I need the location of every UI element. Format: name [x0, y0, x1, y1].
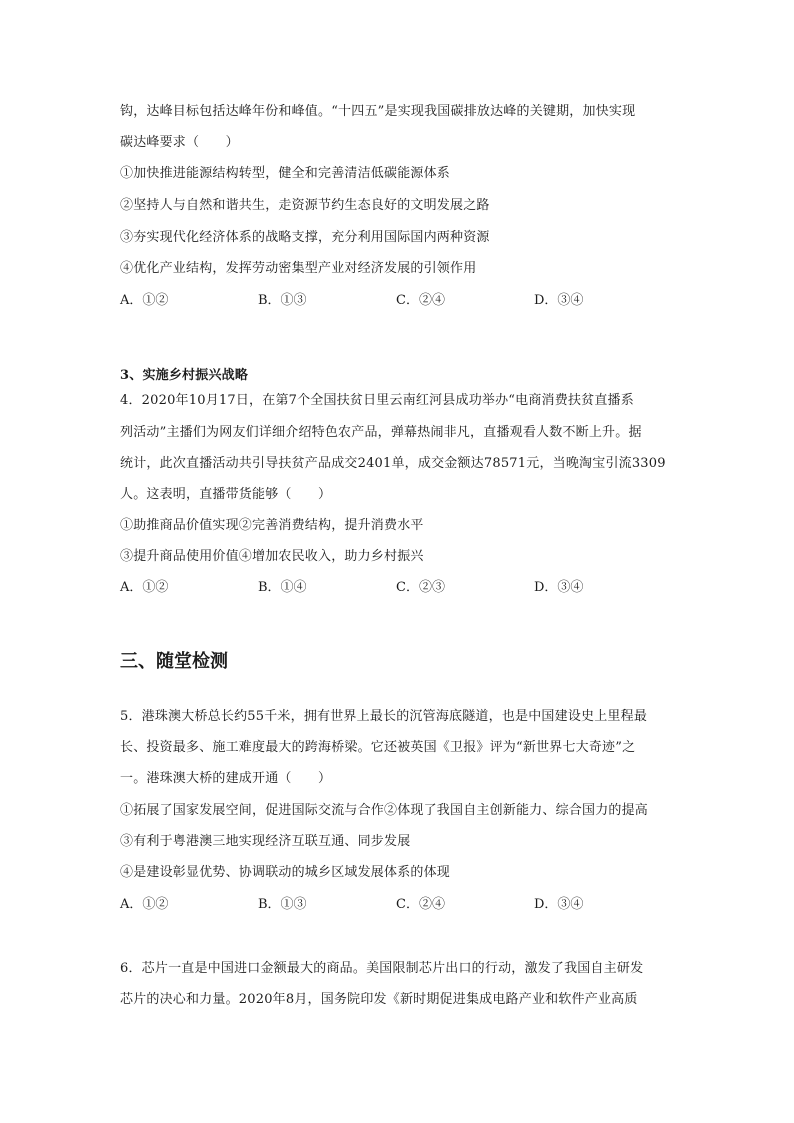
section-check-title: 三、随堂检测 [120, 651, 228, 672]
q2-stem-line-2: 碳达峰要求（ ） [120, 135, 239, 150]
q2-option-c: C．②④ [396, 293, 445, 308]
q5-statement-1: ①拓展了国家发展空间，促进国际交流与合作②体现了我国自主创新能力、综合国力的提高 [120, 803, 649, 818]
q2-statement-1: ①加快推进能源结构转型，健全和完善清洁低碳能源体系 [120, 166, 451, 181]
q4-option-d: D．③④ [534, 580, 584, 595]
q2-option-a: A．①② [120, 293, 169, 308]
q4-option-c: C．②③ [396, 580, 445, 595]
q5-option-b: B．①③ [258, 897, 307, 912]
q4-line-2: 列活动”主播们为网友们详细介绍特色农产品，弹幕热闹非凡，直播观看人数不断上升。据 [120, 425, 642, 440]
q4-option-b: B．①④ [258, 580, 307, 595]
q6-line-1: 6．芯片一直是中国进口金额最大的商品。美国限制芯片出口的行动，激发了我国自主研发 [120, 961, 644, 976]
q2-options [120, 292, 680, 310]
section-3-title: 3、实施乡村振兴战略 [120, 368, 249, 383]
q4-line-3: 统计，此次直播活动共引导扶贫产品成交2401单，成交金额达78571元，当晚淘宝引流3309 [120, 456, 666, 471]
q2-statement-2: ②坚持人与自然和谐共生，走资源节约生态良好的文明发展之路 [120, 198, 490, 213]
q5-line-2: 长、投资最多、施工难度最大的跨海桥梁。它还被英国《卫报》评为“新世界七大奇迹”之 [120, 740, 636, 755]
q5-option-d: D．③④ [534, 897, 584, 912]
q4-option-a: A．①② [120, 580, 169, 595]
q4-line-4: 人。这表明，直播带货能够（ ） [120, 487, 332, 502]
q2-option-b: B．①③ [258, 293, 307, 308]
q2-statement-4: ④优化产业结构，发挥劳动密集型产业对经济发展的引领作用 [120, 261, 477, 276]
q5-line-1: 5．港珠澳大桥总长约55千米，拥有世界上最长的沉管海底隧道，也是中国建设史上里程最 [120, 709, 648, 724]
q4-statement-2: ③提升商品使用价值④增加农民收入，助力乡村振兴 [120, 549, 424, 564]
q5-options [120, 896, 680, 914]
q4-options [120, 579, 680, 597]
q6-line-2: 芯片的决心和力量。2020年8月，国务院印发《新时期促进集成电路产业和软件产业高质 [120, 992, 638, 1007]
q4-line-1: 4．2020年10月17日，在第7个全国扶贫日里云南红河县成功举办“电商消费扶贫直播系 [120, 393, 634, 408]
q5-option-a: A．①② [120, 897, 169, 912]
q5-option-c: C．②④ [396, 897, 445, 912]
q4-statement-1: ①助推商品价值实现②完善消费结构，提升消费水平 [120, 518, 424, 533]
q2-stem-line-1: 钩，达峰目标包括达峰年份和峰值。“十四五”是实现我国碳排放达峰的关键期，加快实现 [120, 104, 636, 119]
q5-statement-3: ④是建设彰显优势、协调联动的城乡区域发展体系的体现 [120, 865, 451, 880]
q2-option-d: D．③④ [534, 293, 584, 308]
q5-statement-2: ③有利于粤港澳三地实现经济互联互通、同步发展 [120, 834, 411, 849]
q5-line-3: 一。港珠澳大桥的建成开通（ ） [120, 771, 332, 786]
q2-statement-3: ③夯实现代化经济体系的战略支撑，充分利用国际国内两种资源 [120, 230, 490, 245]
